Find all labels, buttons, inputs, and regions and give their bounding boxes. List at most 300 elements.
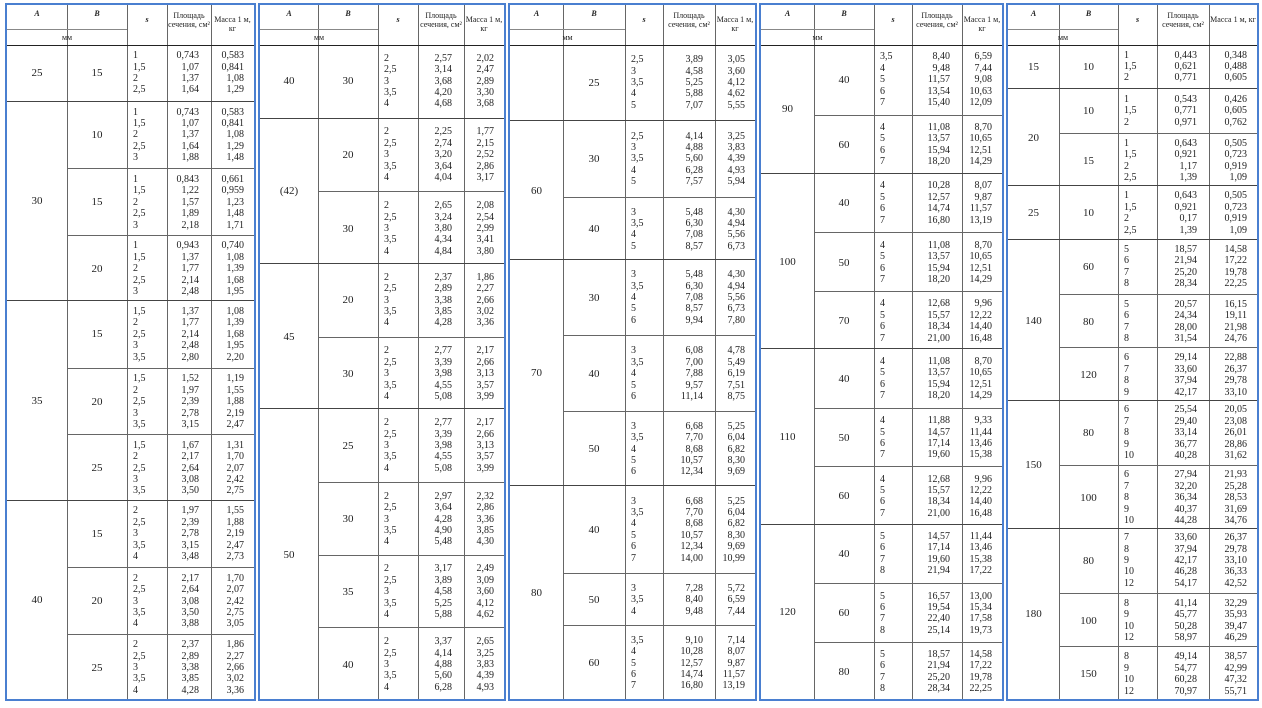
- s-values: [384, 491, 397, 548]
- s-value: 4: [631, 518, 636, 530]
- s-values: [384, 563, 397, 620]
- table-group: [1008, 528, 1257, 699]
- mass-value: 3,13: [476, 439, 494, 451]
- header-units-row: [260, 29, 378, 45]
- s-value: 8: [1124, 651, 1129, 663]
- s-value: 2: [1124, 213, 1129, 225]
- mass-value: 29,78: [1224, 375, 1247, 387]
- table-group: [260, 45, 504, 118]
- mass-value: 1,88: [226, 396, 244, 408]
- s-value: 12: [1124, 685, 1134, 697]
- mass-value: 4,30: [727, 206, 745, 218]
- mass-value: 4,94: [727, 217, 745, 229]
- header-s: s: [145, 15, 149, 24]
- s-value: 3: [133, 286, 138, 298]
- s-value: 2: [384, 563, 389, 575]
- mass-value: 6,04: [727, 506, 745, 518]
- b-value: 40: [588, 523, 600, 536]
- area-value: 5,08: [434, 391, 452, 403]
- area-value: 10,57: [680, 529, 703, 541]
- s-value: 3,5: [384, 597, 397, 609]
- area-values: [1157, 244, 1197, 290]
- area-values: [912, 122, 950, 168]
- area-value: 60,28: [1174, 674, 1197, 686]
- mass-value: 1,88: [226, 516, 244, 528]
- area-value: 9,10: [685, 634, 703, 646]
- table-group: [510, 120, 755, 259]
- s-value: 6: [631, 541, 636, 553]
- s-value: 1: [133, 106, 138, 118]
- area-values: [418, 563, 452, 620]
- mass-values: [1209, 244, 1247, 290]
- mass-value: 8,70: [974, 122, 992, 134]
- mass-value: 3,25: [476, 647, 494, 659]
- table-group: [260, 408, 504, 699]
- mass-value: 2,02: [476, 52, 494, 64]
- s-value: 12: [1124, 577, 1134, 589]
- area-value: 11,14: [680, 391, 703, 403]
- mass-value: 1,68: [226, 328, 244, 340]
- table-panel: [759, 3, 1004, 701]
- mass-value: 2,17: [476, 345, 494, 357]
- a-value: 150: [1025, 458, 1042, 471]
- s-values: [631, 54, 644, 111]
- area-values: [1157, 299, 1197, 345]
- s-value: 4: [631, 368, 636, 380]
- mass-values: [962, 415, 992, 461]
- area-value: 3,38: [434, 294, 452, 306]
- s-value: 10: [1124, 450, 1134, 462]
- area-value: 1,37: [181, 72, 199, 84]
- s-value: 3,5: [384, 525, 397, 537]
- mass-value: 19,73: [969, 624, 992, 636]
- s-values: [880, 415, 885, 461]
- mass-value: 1,39: [226, 317, 244, 329]
- area-values: [912, 474, 950, 520]
- table-group: [7, 300, 254, 499]
- s-value: 4: [631, 443, 636, 455]
- s-value: 6: [880, 321, 885, 333]
- header-a: A: [784, 9, 791, 18]
- mass-values: [962, 51, 992, 108]
- mass-value: 1,70: [226, 451, 244, 463]
- area-value: 9,48: [932, 62, 950, 74]
- mass-values: [962, 180, 992, 226]
- mass-value: 42,52: [1224, 577, 1247, 589]
- area-value: 2,65: [434, 200, 452, 212]
- s-value: 2,5: [384, 574, 397, 586]
- area-value: 7,08: [685, 229, 703, 241]
- area-value: 2,89: [181, 650, 199, 662]
- mass-value: 7,80: [727, 314, 745, 326]
- mass-value: 0,723: [1224, 201, 1247, 213]
- area-values: [663, 583, 703, 617]
- s-value: 3: [133, 474, 138, 486]
- mass-value: 5,55: [727, 99, 745, 111]
- mass-value: 14,58: [1224, 244, 1247, 256]
- s-value: 6: [631, 466, 636, 478]
- header-units: мм: [1057, 33, 1069, 42]
- s-value: 10: [1124, 514, 1134, 526]
- s-value: 7: [1124, 415, 1129, 427]
- header-units-row: [510, 29, 625, 45]
- s-value: 3,5: [384, 160, 397, 172]
- mass-value: 11,44: [969, 531, 992, 543]
- s-values: [631, 131, 644, 188]
- area-value: 10,28: [927, 180, 950, 192]
- b-value: 60: [1083, 260, 1094, 273]
- area-value: 0,17: [1179, 213, 1197, 225]
- mass-value: 2,54: [476, 211, 494, 223]
- area-value: 22,40: [927, 613, 950, 625]
- s-value: 1,5: [133, 185, 146, 197]
- s-value: 2,5: [133, 462, 146, 474]
- s-values: [1124, 469, 1134, 526]
- s-value: 7: [1124, 480, 1129, 492]
- mass-value: 12,09: [969, 96, 992, 108]
- s-value: 8: [880, 683, 885, 695]
- area-values: [167, 573, 199, 630]
- area-values: [912, 415, 950, 461]
- s-value: 3,5: [133, 539, 146, 551]
- mass-value: 1,39: [226, 263, 244, 275]
- s-value: 1: [133, 173, 138, 185]
- mass-value: 1,71: [226, 219, 244, 231]
- mass-value: 9,96: [974, 298, 992, 310]
- area-value: 2,64: [181, 462, 199, 474]
- mass-values: [211, 240, 244, 297]
- table-subgroup: [67, 634, 254, 700]
- s-value: 2,5: [384, 64, 397, 76]
- area-value: 29,14: [1174, 352, 1197, 364]
- s-values: [1124, 244, 1129, 290]
- table-subgroup: [67, 567, 254, 633]
- s-values: [1124, 190, 1137, 236]
- mass-value: 2,49: [476, 563, 494, 575]
- s-value: 12: [1124, 631, 1134, 643]
- table-subgroup: [1059, 45, 1257, 88]
- header-units-row: [1008, 29, 1118, 45]
- s-value: 3: [133, 152, 138, 164]
- area-value: 1,89: [181, 208, 199, 220]
- area-value: 3,85: [181, 673, 199, 685]
- a-value: 50: [283, 548, 295, 561]
- area-value: 5,08: [434, 462, 452, 474]
- s-value: 4: [880, 298, 885, 310]
- table-subgroup: [67, 501, 254, 567]
- area-value: 12,68: [927, 473, 950, 485]
- b-value: 25: [342, 439, 354, 452]
- area-value: 3,89: [685, 54, 703, 66]
- table-subgroup: [318, 119, 504, 192]
- s-value: 3: [631, 420, 636, 432]
- area-value: 15,94: [927, 378, 950, 390]
- area-value: 14,57: [927, 426, 950, 438]
- s-value: 5: [1124, 298, 1129, 310]
- mass-value: 17,22: [1224, 255, 1247, 267]
- a-value: 30: [31, 195, 43, 208]
- area-values: [912, 298, 950, 344]
- area-value: 25,54: [1174, 404, 1197, 416]
- area-value: 20,57: [1174, 298, 1197, 310]
- table-group: [260, 263, 504, 408]
- area-value: 6,68: [685, 420, 703, 432]
- s-value: 5: [880, 251, 885, 263]
- table-subgroup: [1059, 529, 1257, 593]
- area-value: 7,08: [685, 291, 703, 303]
- header-mass: Масса 1 м, кг: [1210, 15, 1256, 24]
- s-value: 4: [880, 239, 885, 251]
- area-value: 1,67: [181, 439, 199, 451]
- table-subgroup: [563, 335, 755, 410]
- area-values: [663, 131, 703, 188]
- mass-value: 1,86: [226, 639, 244, 651]
- mass-value: 4,93: [476, 681, 494, 693]
- area-values: [167, 50, 199, 96]
- header-units-row: [7, 29, 127, 45]
- mass-values: [1209, 598, 1247, 644]
- header-units: мм: [562, 33, 573, 42]
- mass-values: [211, 440, 244, 497]
- mass-values: [962, 240, 992, 286]
- b-value: 40: [838, 547, 850, 560]
- area-value: 2,57: [434, 52, 452, 64]
- mass-value: 21,93: [1224, 469, 1247, 481]
- s-value: 7: [880, 156, 885, 168]
- table-subgroup: [563, 260, 755, 335]
- mass-value: 3,41: [476, 234, 494, 246]
- b-value: 15: [91, 328, 103, 341]
- header-mass: Масса 1 м, кг: [963, 15, 1001, 33]
- mass-value: 2,86: [476, 502, 494, 514]
- s-value: 5: [880, 191, 885, 203]
- area-values: [418, 126, 452, 183]
- mass-value: 13,19: [722, 680, 745, 692]
- area-value: 28,00: [1174, 321, 1197, 333]
- s-value: 2: [133, 196, 138, 208]
- b-value: 25: [588, 76, 600, 89]
- table-subgroup: [563, 486, 755, 573]
- area-value: 10,28: [680, 646, 703, 658]
- mass-value: 14,29: [969, 389, 992, 401]
- s-values: [133, 107, 146, 164]
- mass-value: 42,99: [1224, 662, 1247, 674]
- a-value: 120: [779, 606, 796, 619]
- area-values: [418, 417, 452, 474]
- s-value: 4: [384, 172, 389, 184]
- area-value: 6,30: [685, 280, 703, 292]
- s-value: 8: [1124, 597, 1129, 609]
- s-values: [880, 51, 893, 108]
- s-value: 7: [880, 449, 885, 461]
- header-a: A: [34, 9, 40, 18]
- mass-value: 20,05: [1224, 404, 1247, 416]
- mass-value: 9,33: [974, 415, 992, 427]
- area-values: [912, 649, 950, 695]
- mass-value: 21,98: [1224, 321, 1247, 333]
- area-value: 21,94: [927, 565, 950, 577]
- b-value: 30: [342, 75, 354, 88]
- area-value: 12,57: [927, 191, 950, 203]
- area-value: 70,97: [1174, 685, 1197, 697]
- area-value: 5,25: [434, 597, 452, 609]
- area-value: 0,443: [1174, 49, 1197, 61]
- area-value: 3,08: [181, 595, 199, 607]
- table-subgroup: [814, 466, 1002, 524]
- s-value: 1: [1124, 49, 1129, 61]
- table-subgroup: [814, 45, 1002, 115]
- area-value: 9,94: [685, 314, 703, 326]
- mass-value: 16,15: [1224, 298, 1247, 310]
- table-subgroup: [1059, 89, 1257, 132]
- mass-value: 22,25: [1224, 278, 1247, 290]
- area-value: 3,85: [434, 306, 452, 318]
- header-area: Площадь сечения, см²: [420, 11, 462, 29]
- s-value: 5: [631, 379, 636, 391]
- area-value: 1,07: [181, 117, 199, 129]
- mass-value: 22,25: [969, 683, 992, 695]
- mass-value: 39,47: [1224, 620, 1247, 632]
- s-value: 3,5: [133, 673, 146, 685]
- mass-value: 9,08: [974, 74, 992, 86]
- s-value: 3: [384, 439, 389, 451]
- table-subgroup: [1059, 186, 1257, 240]
- area-value: 15,40: [927, 96, 950, 108]
- table-subgroup: [318, 264, 504, 337]
- mass-value: 14,40: [969, 321, 992, 333]
- table-subgroup: [1059, 401, 1257, 465]
- mass-value: 5,72: [727, 582, 745, 594]
- mass-value: 5,94: [727, 176, 745, 188]
- area-value: 7,07: [685, 99, 703, 111]
- table-group: [260, 118, 504, 263]
- area-value: 3,80: [434, 222, 452, 234]
- s-value: 9: [1124, 609, 1129, 621]
- s-value: 3: [384, 586, 389, 598]
- s-values: [631, 421, 644, 478]
- s-value: 3: [384, 222, 389, 234]
- area-value: 0,543: [1174, 93, 1197, 105]
- mass-value: 13,46: [969, 438, 992, 450]
- s-value: 9: [1124, 662, 1129, 674]
- area-value: 1,97: [181, 384, 199, 396]
- mass-value: 1,70: [226, 572, 244, 584]
- area-value: 14,74: [680, 669, 703, 681]
- s-values: [384, 200, 397, 257]
- s-value: 8: [1124, 543, 1129, 555]
- s-value: 4: [631, 164, 636, 176]
- s-value: 7: [631, 552, 636, 564]
- mass-value: 7,14: [727, 634, 745, 646]
- area-value: 5,48: [685, 269, 703, 281]
- s-value: 6: [631, 314, 636, 326]
- mass-value: 9,96: [974, 473, 992, 485]
- mass-value: 3,25: [727, 130, 745, 142]
- s-value: 6: [631, 391, 636, 403]
- mass-values: [962, 649, 992, 695]
- mass-value: 0,919: [1224, 213, 1247, 225]
- mass-value: 9,87: [974, 191, 992, 203]
- mass-value: 5,49: [727, 356, 745, 368]
- s-value: 10: [1124, 620, 1134, 632]
- s-values: [384, 636, 397, 693]
- table-panel: [258, 3, 506, 701]
- s-value: 7: [1124, 266, 1129, 278]
- area-values: [663, 345, 703, 402]
- area-value: 0,743: [176, 106, 199, 118]
- s-value: 2: [1124, 160, 1129, 172]
- s-value: 6: [880, 262, 885, 274]
- mass-value: 31,69: [1224, 503, 1247, 515]
- s-values: [133, 573, 146, 630]
- header-b: B: [345, 9, 351, 18]
- area-value: 21,00: [927, 332, 950, 344]
- s-value: 2: [384, 200, 389, 212]
- a-value: 70: [531, 366, 542, 379]
- area-value: 4,58: [434, 586, 452, 598]
- mass-value: 15,38: [969, 553, 992, 565]
- mass-value: 0,762: [1224, 116, 1247, 128]
- s-value: 3,5: [631, 506, 644, 518]
- mass-values: [211, 306, 244, 363]
- s-value: 7: [880, 613, 885, 625]
- mass-value: 2,75: [226, 485, 244, 497]
- mass-value: 17,58: [969, 613, 992, 625]
- s-values: [880, 531, 885, 577]
- table-header: [7, 5, 254, 46]
- mass-value: 3,60: [727, 65, 745, 77]
- a-value: 15: [1028, 60, 1039, 73]
- area-value: 1,37: [181, 129, 199, 141]
- s-values: [631, 269, 644, 326]
- mass-values: [211, 573, 244, 630]
- header-s: s: [891, 15, 895, 24]
- table-header: [1008, 5, 1257, 46]
- s-value: 2,5: [133, 516, 146, 528]
- area-values: [1157, 94, 1197, 128]
- s-value: 2: [133, 317, 138, 329]
- table-subgroup: [563, 45, 755, 120]
- area-value: 2,74: [434, 137, 452, 149]
- area-value: 1,88: [181, 152, 199, 164]
- header-units: мм: [812, 33, 823, 42]
- s-value: 4: [384, 681, 389, 693]
- mass-values: [715, 583, 745, 617]
- area-value: 24,34: [1174, 310, 1197, 322]
- s-values: [880, 474, 885, 520]
- mass-value: 6,82: [727, 443, 745, 455]
- area-value: 6,68: [685, 495, 703, 507]
- s-value: 4: [631, 605, 636, 617]
- s-value: 6: [880, 144, 885, 156]
- mass-values: [1209, 50, 1247, 84]
- mass-value: 19,78: [1224, 266, 1247, 278]
- area-value: 5,88: [685, 88, 703, 100]
- area-values: [1157, 532, 1197, 589]
- mass-value: 14,29: [969, 274, 992, 286]
- table-subgroup: [318, 627, 504, 700]
- s-value: 4: [880, 62, 885, 74]
- mass-value: 3,80: [476, 245, 494, 257]
- mass-value: 12,22: [969, 485, 992, 497]
- table-subgroup: [1059, 593, 1257, 647]
- s-value: 2: [384, 126, 389, 138]
- mass-values: [211, 373, 244, 430]
- mass-value: 3,36: [476, 317, 494, 329]
- s-value: 4: [384, 317, 389, 329]
- mass-value: 4,62: [727, 88, 745, 100]
- area-value: 3,38: [181, 662, 199, 674]
